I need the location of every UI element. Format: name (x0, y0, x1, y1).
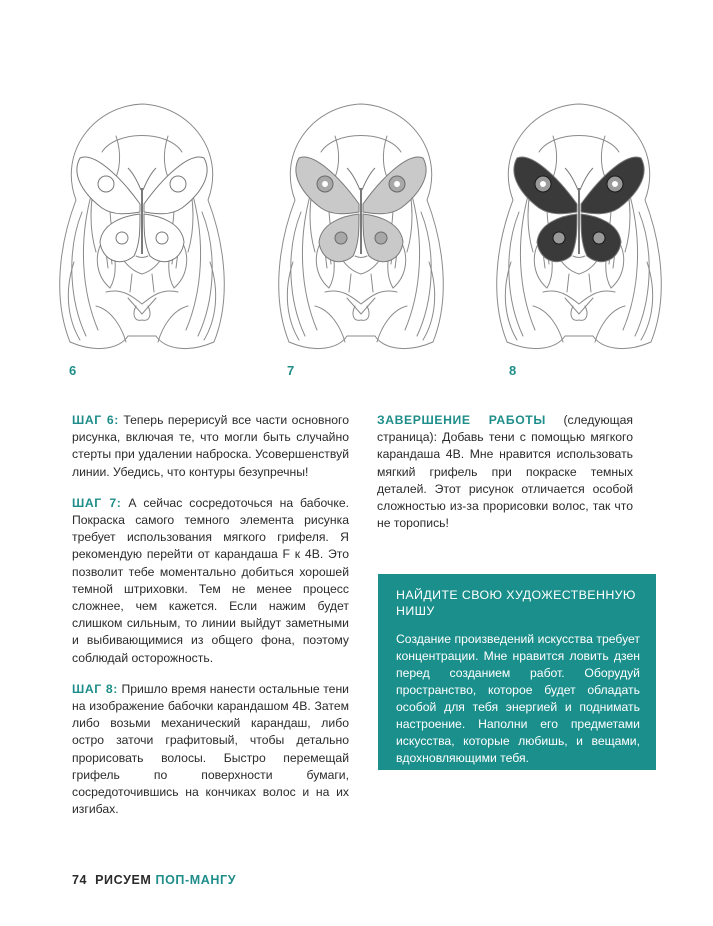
girl-butterfly-outline-icon (36, 92, 248, 360)
step-6-label: ШАГ 6: (72, 413, 119, 427)
tip-box (378, 574, 656, 770)
figure-number-7: 7 (287, 363, 295, 378)
step-6-paragraph (72, 412, 349, 481)
illustration-step-7 (255, 92, 467, 360)
finish-text: (следующая страница): Добавь тени с помощью мягкого карандаша 4B. Мне нравится использовать мягкий грифель при покраске темных деталей. Этот рисунок отличается особой сложностью из-за прорисовки волос, так что не торопись! (377, 413, 633, 531)
right-text-column (377, 412, 633, 546)
figure-number-6: 6 (69, 363, 77, 378)
finish-paragraph (377, 412, 633, 532)
step-8-label: ШАГ 8: (72, 681, 118, 696)
page-footer (72, 873, 236, 887)
step-7-paragraph (72, 495, 349, 667)
tip-body: Создание произведений искусства требует концентрации. Мне нравится ловить дзен перед созданием работ. Оборудуй пространство, которое будет обладать особой для тебя энергией и поднимать настроение. Наполни его предметами искусства, которые любишь, и вещами, вдохновляющими тебя. (396, 632, 640, 765)
girl-butterfly-dark-icon (473, 92, 685, 360)
left-text-column (72, 412, 349, 832)
book-title-part1: РИСУЕМ (95, 873, 156, 887)
step-8-text: Пришло время нанести остальные тени на изображение бабочки карандашом 4B. Затем либо возьми механический карандаш, либо остро заточи графитовый, чтобы детально прорисовать волосы. Быстро перемещай грифель по поверхности бумаги, сосредоточившись на кончиках волос и на их изгибах. (72, 681, 349, 817)
illustration-step-6 (36, 92, 248, 360)
step-6-text: Теперь перерисуй все части основного рисунка, включая те, что могли быть случайно стерты при удалении наброска. Усовершенствуй линии. Убедись, что контуры безупречны! (72, 413, 350, 479)
step-8-paragraph (72, 681, 349, 819)
figure-number-8: 8 (509, 363, 517, 378)
girl-butterfly-shaded-icon (255, 92, 467, 360)
step-7-label: ШАГ 7: (72, 495, 122, 510)
step-7-text: А сейчас сосредоточься на бабочке. Покраска самого темного элемента рисунка требует использования мягкого грифеля. Я рекомендую перейти от карандаша F к 4B. Это позволит тебе моментально добиться хорошей темной штриховки. Тем не менее процесс сложнее, чем кажется. Если нажим будет слишком сильным, то линии выйдут заметными и выбивающимися из общего фона, поэтому соблюдай осторожность. (72, 495, 350, 665)
illustration-step-8 (473, 92, 685, 360)
page-number: 74 (72, 873, 88, 887)
tip-title: НАЙДИТЕ СВОЮ ХУДОЖЕСТВЕННУЮ НИШУ (396, 588, 636, 618)
book-title-part2: ПОП-МАНГУ (155, 873, 237, 887)
finish-label: ЗАВЕРШЕНИЕ РАБОТЫ (377, 413, 546, 427)
